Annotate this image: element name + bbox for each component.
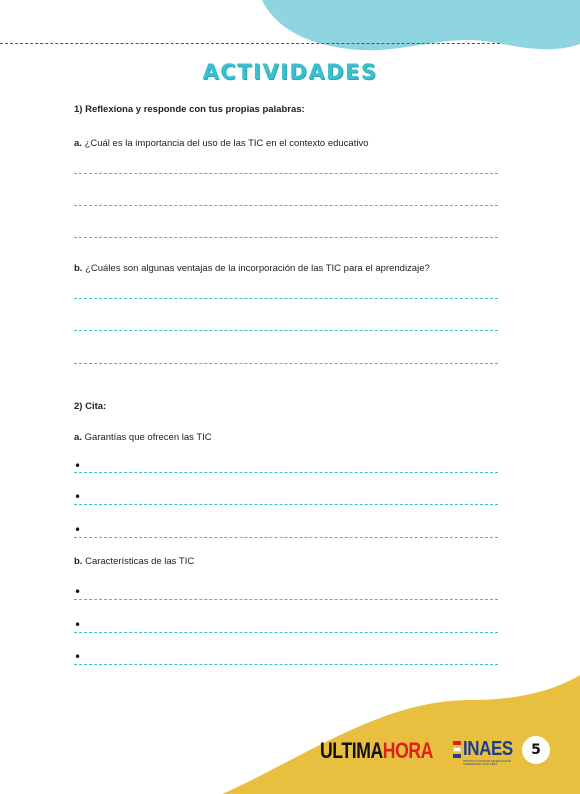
answer-line[interactable] <box>74 298 498 299</box>
ultimahora-logo-hora: HORA <box>382 738 433 763</box>
section-2-heading: 2) Cita: <box>74 401 107 412</box>
ultimahora-logo-ultima: ULTIMA <box>320 738 383 763</box>
answer-line[interactable] <box>74 537 498 538</box>
ultimahora-logo <box>320 738 433 764</box>
answer-line[interactable] <box>74 363 498 364</box>
bottom-wave-shape <box>222 675 580 794</box>
question-2b <box>74 556 194 567</box>
page-title: ACTIVIDADES <box>202 60 378 84</box>
inaes-logo-word: INAES <box>463 738 513 760</box>
question-2a-text: Garantías que ofrecen las TIC <box>81 432 212 443</box>
question-1a <box>74 138 369 149</box>
answer-line[interactable] <box>74 504 498 505</box>
bullet: • <box>74 459 82 473</box>
answer-line[interactable] <box>74 173 498 174</box>
bullet: • <box>74 650 82 664</box>
inaes-logo <box>453 738 523 768</box>
inaes-logo-subtitle: INSTITUTO NACIONAL DE EDUCACIÓN SUPERIOR DR. RAÚL PEÑA <box>463 760 512 766</box>
answer-line[interactable] <box>74 472 498 473</box>
question-1b-letter: b. <box>74 263 83 274</box>
bullet: • <box>74 523 82 537</box>
answer-line[interactable] <box>74 205 498 206</box>
question-1a-letter: a. <box>74 138 82 149</box>
question-1b <box>74 263 430 274</box>
question-2a <box>74 432 212 443</box>
question-1a-text: ¿Cuál es la importancia del uso de las TIC en el contexto educativo <box>81 138 369 149</box>
question-2b-letter: b. <box>74 556 83 567</box>
question-2b-text: Características de las TIC <box>82 556 195 567</box>
answer-line[interactable] <box>74 664 498 665</box>
answer-line[interactable] <box>74 632 498 633</box>
answer-line[interactable] <box>74 599 498 600</box>
top-divider <box>0 43 500 44</box>
page-number: 5 <box>522 736 550 764</box>
inaes-flag-icon <box>453 741 461 757</box>
bullet: • <box>74 585 82 599</box>
question-1b-text: ¿Cuáles son algunas ventajas de la incorporación de las TIC para el aprendizaje? <box>82 263 430 274</box>
section-1-heading: 1) Reflexiona y responde con tus propias palabras: <box>74 104 305 115</box>
bullet: • <box>74 490 82 504</box>
answer-line[interactable] <box>74 237 498 238</box>
question-2a-letter: a. <box>74 432 82 443</box>
answer-line[interactable] <box>74 330 498 331</box>
bullet: • <box>74 618 82 632</box>
